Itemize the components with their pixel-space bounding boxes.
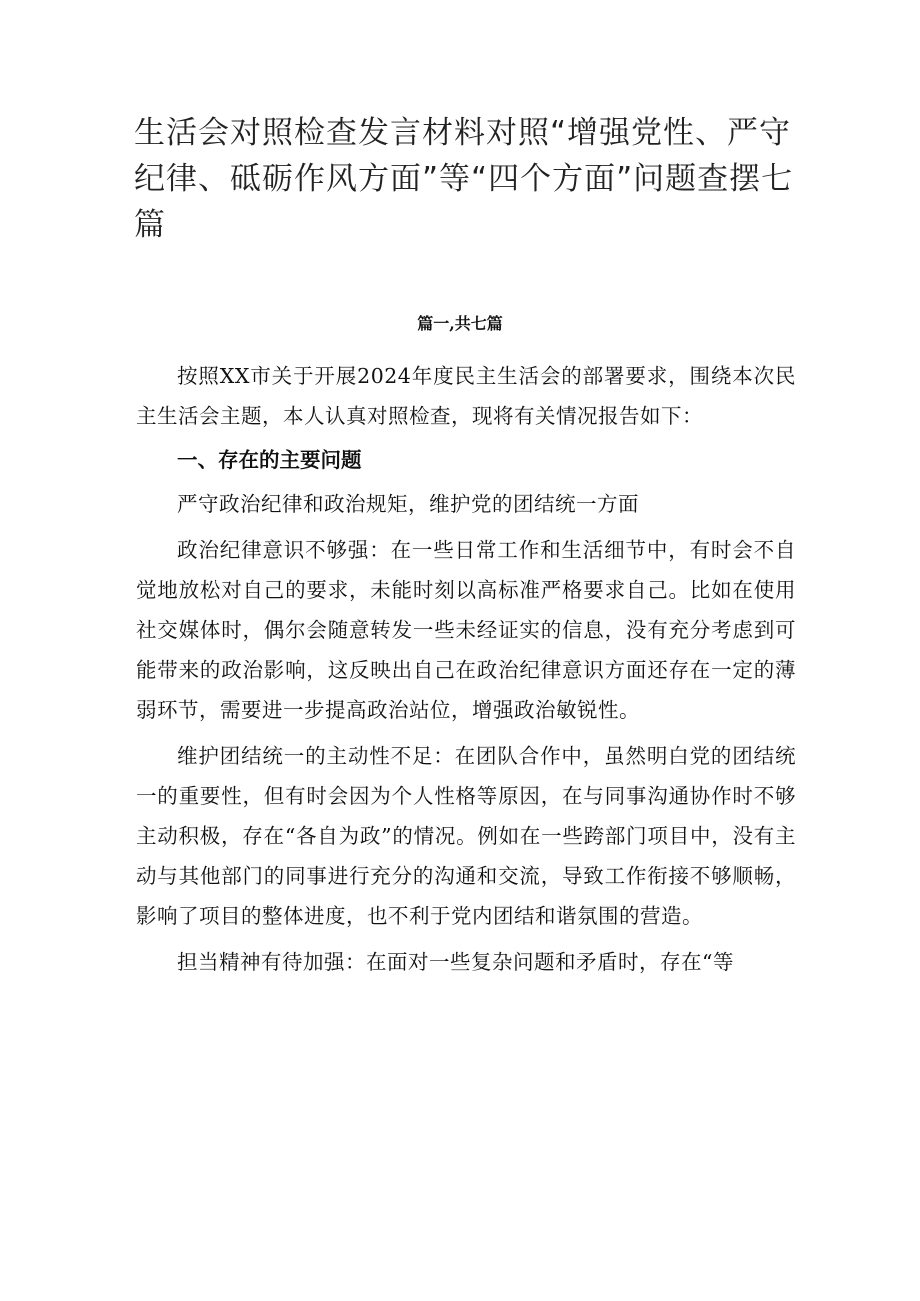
body-paragraph-1: 政治纪律意识不够强：在一些日常工作和生活细节中，有时会不自觉地放松对自己的要求，未能时刻以高标准严格要求自己。比如在使用社交媒体时，偶尔会随意转发一些未经证实的信息，没有充分考虑到可能带来的政治影响，这反映出自己在政治纪律意识方面还存在一定的薄弱环节，需要进一步提高政治站位，增强政治敏锐性。 (136, 538, 796, 722)
document-subtitle: 篇一,共七篇 (417, 314, 503, 333)
document-body (136, 356, 796, 982)
section-heading: 一、存在的主要问题 (177, 448, 362, 472)
intro-paragraph: 按照XX市关于开展2024年度民主生活会的部署要求，围绕本次民主生活会主题，本人认真对照检查，现将有关情况报告如下： (136, 364, 796, 428)
aspect-heading: 严守政治纪律和政治规矩，维护党的团结统一方面 (177, 492, 639, 516)
document-title: 生活会对照检查发言材料对照“增强党性、严守纪律、砥砺作风方面”等“四个方面”问题查摆七篇 (134, 115, 794, 243)
body-paragraph-2: 维护团结统一的主动性不足：在团队合作中，虽然明白党的团结统一的重要性，但有时会因为个人性格等原因，在与同事沟通协作时不够主动积极，存在“各自为政”的情况。例如在一些跨部门项目中，没有主动与其他部门的同事进行充分的沟通和交流，导致工作衔接不够顺畅，影响了项目的整体进度，也不利于党内团结和谐氛围的营造。 (136, 744, 796, 928)
body-paragraph-3: 担当精神有待加强：在面对一些复杂问题和矛盾时，存在“等 (177, 950, 734, 974)
